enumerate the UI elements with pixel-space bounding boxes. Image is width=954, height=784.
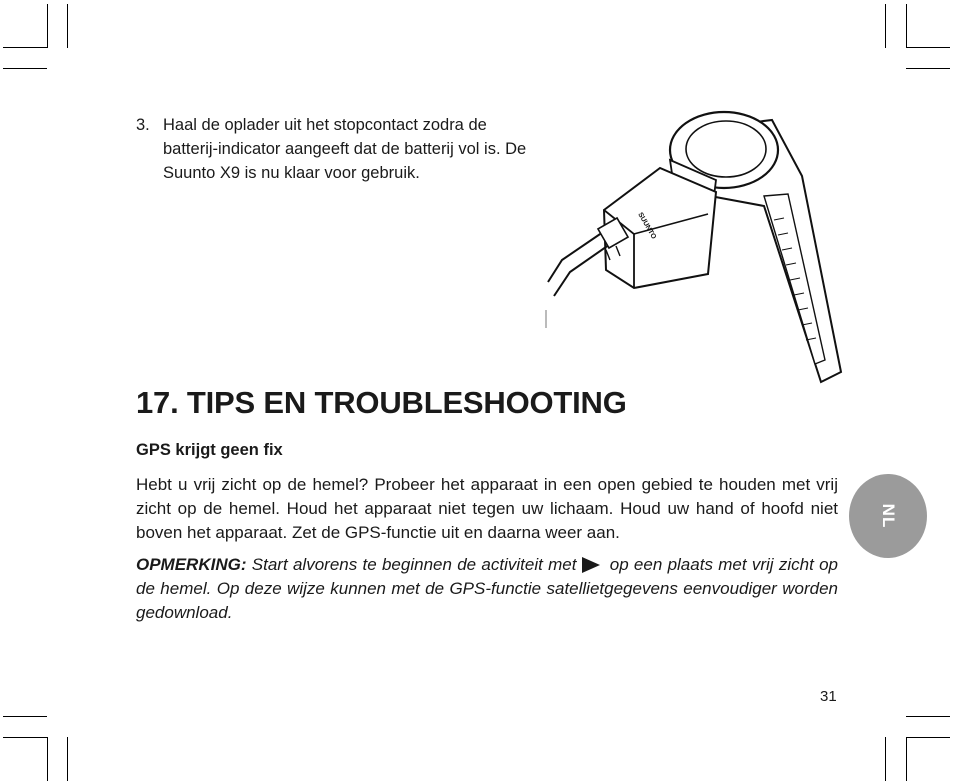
- crop-mark: [885, 4, 886, 48]
- language-tab: [849, 474, 927, 558]
- crop-mark: [3, 68, 47, 69]
- crop-mark: [906, 737, 907, 781]
- crop-mark: [906, 716, 950, 717]
- instruction-step: [136, 113, 536, 185]
- crop-mark: [906, 68, 950, 69]
- charger-watch-illustration: [540, 110, 845, 385]
- crop-mark: [3, 47, 47, 48]
- crop-mark: [906, 4, 907, 48]
- note-label: OPMERKING:: [136, 555, 247, 574]
- note-paragraph: [136, 553, 838, 625]
- crop-mark: [67, 737, 68, 781]
- play-icon: [582, 557, 600, 573]
- note-text-before-icon: Start alvorens te beginnen de activiteit met: [246, 555, 577, 574]
- crop-mark: [885, 737, 886, 781]
- body-paragraph: Hebt u vrij zicht op de hemel? Probeer het apparaat in een open gebied te houden met vrij zicht op de hemel. Houd het apparaat niet tegen uw lichaam. Houd uw hand of hoofd niet boven het apparaat. Zet de GPS-functie uit en daarna weer aan.: [136, 475, 838, 542]
- page-number: 31: [820, 688, 837, 705]
- device-brand: SUUNTO: [636, 211, 658, 241]
- charger-cable: [548, 230, 606, 282]
- crop-mark: [47, 737, 48, 781]
- crop-mark: [906, 47, 950, 48]
- crop-mark: [906, 737, 950, 738]
- section-subheading: GPS krijgt geen fix: [136, 441, 283, 459]
- page-title: 17. TIPS EN TROUBLESHOOTING: [136, 385, 627, 420]
- crop-mark: [67, 4, 68, 48]
- step-number: 3.: [136, 116, 150, 134]
- crop-mark: [3, 716, 47, 717]
- note-text-after-icon: op een plaats met vrij zicht op de hemel. Op deze wijze kunnen met de GPS-functie satellietgegevens eenvoudiger worden gedownload.: [136, 555, 838, 622]
- crop-mark: [3, 737, 47, 738]
- watch-face: [686, 121, 766, 177]
- step-text: Haal de oplader uit het stopcontact zodra de batterij-indicator aangeeft dat de batterij vol is. De Suunto X9 is nu klaar voor gebruik.: [163, 116, 527, 182]
- crop-mark: [47, 4, 48, 48]
- language-tab-label: NL: [879, 503, 898, 529]
